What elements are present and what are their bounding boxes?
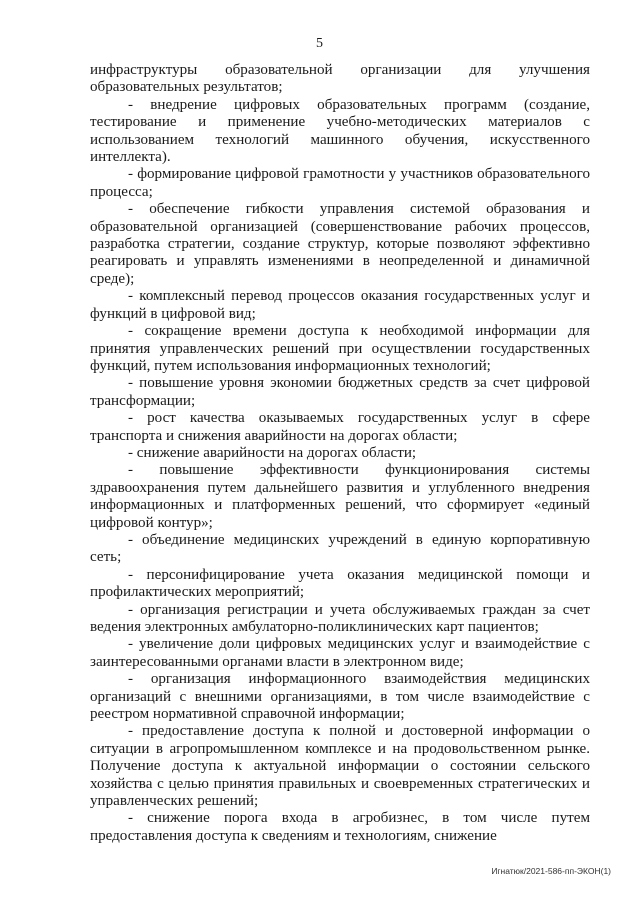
list-item: - снижение аварийности на дорогах области; — [128, 444, 417, 461]
list-item: - объединение медицинских учреждений в единую корпоративную сеть; — [90, 531, 590, 566]
list-item: - повышение эффективности функционирования системы здравоохранения путем дальнейшего развития и углубленного внедрения информационных и платформенных решений, что сформирует «единый цифровой контур»; — [90, 462, 590, 531]
page-number: 5 — [316, 36, 323, 51]
list-item: - обеспечение гибкости управления системой образования и образовательной организацией (совершенствование рабочих процессов, разработка стратегии, создание структур, которые позволяют эффективно реагировать и управлять изменениями в неопределенной и динамичной среде); — [90, 201, 590, 287]
list-item: - увеличение доли цифровых медицинских услуг и взаимодействие с заинтересованными органами власти в электронном виде; — [90, 636, 590, 670]
list-item: - формирование цифровой грамотности у участников образовательного процесса; — [90, 166, 590, 200]
list-item: - организация регистрации и учета обслуживаемых граждан за счет ведения электронных амбулаторно-поликлинических карт пациентов; — [90, 601, 590, 635]
document-body — [90, 62, 590, 845]
document-code: Игнатюк/2021-586-пп-ЭКОН(1) — [491, 866, 611, 876]
list-item: - снижение порога входа в агробизнес, в том числе путем предоставления доступа к сведениям и технологиям, снижение — [90, 810, 590, 844]
list-item: - предоставление доступа к полной и достоверной информации о ситуации в агропромышленном комплексе и на продовольственном рынке. Получение доступа к актуальной информации о состоянии сельского хозяйства с целью принятия правильных и своевременных стратегических и управленческих решений; — [90, 723, 590, 810]
list-item: - организация информационного взаимодействия медицинских организаций с внешними организациями, в том числе взаимодействие с реестром нормативной справочной информации; — [90, 671, 590, 723]
list-item: - комплексный перевод процессов оказания государственных услуг и функций в цифровой вид; — [90, 288, 590, 322]
list-item: - сокращение времени доступа к необходимой информации для принятия управленческих решений при осуществлении государственных функций, путем использования информационных технологий; — [90, 323, 590, 374]
list-item: - персонифицирование учета оказания медицинской помощи и профилактических мероприятий; — [90, 566, 590, 601]
list-item: - повышение уровня экономии бюджетных средств за счет цифровой трансформации; — [90, 375, 590, 409]
list-item: - рост качества оказываемых государственных услуг в сфере транспорта и снижения аварийности на дорогах области; — [90, 410, 590, 444]
paragraph: инфраструктуры образовательной организации для улучшения образовательных результатов; — [90, 62, 590, 96]
list-item: - внедрение цифровых образовательных программ (создание, тестирование и применение учебно-методических материалов с использованием технологий машинного обучения, искусственного интеллекта). — [90, 96, 590, 166]
